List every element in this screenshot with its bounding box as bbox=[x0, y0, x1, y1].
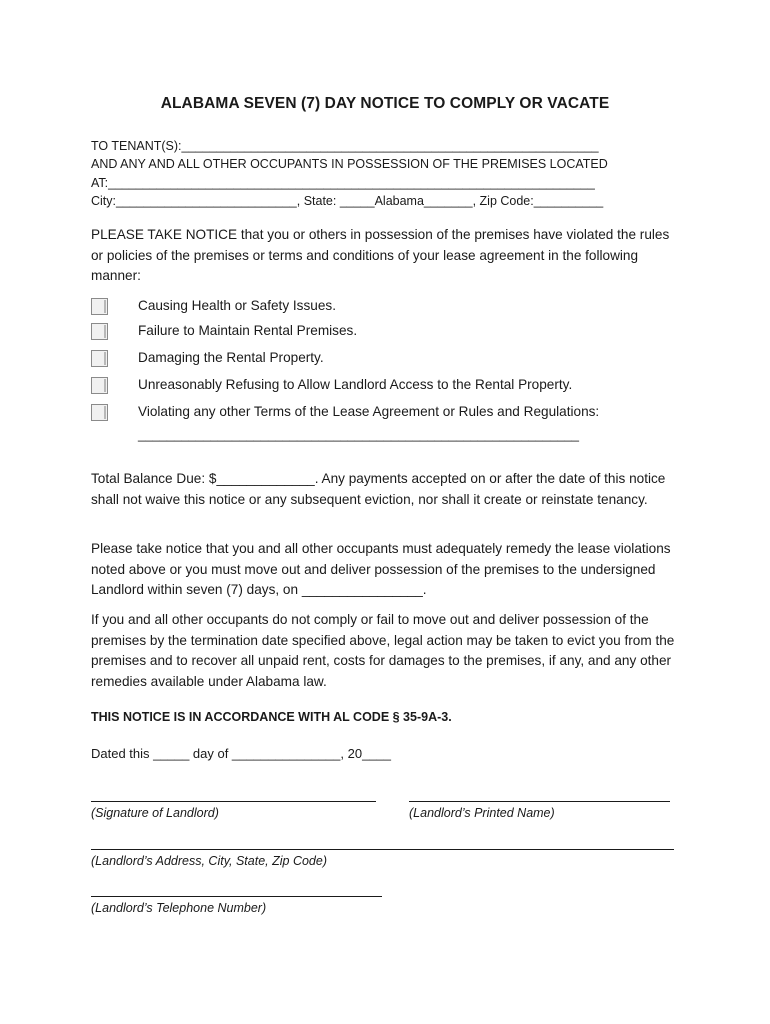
address-signature-line[interactable] bbox=[91, 849, 674, 850]
telephone-line[interactable] bbox=[91, 896, 382, 897]
telephone-label: (Landlord’s Telephone Number) bbox=[91, 901, 267, 915]
violation-label: Failure to Maintain Rental Premises. bbox=[138, 323, 358, 338]
code-statement: THIS NOTICE IS IN ACCORDANCE WITH AL CODE § 35-9A-3. bbox=[91, 710, 452, 724]
violation-label: Causing Health or Safety Issues. bbox=[138, 298, 336, 313]
violation-label: Unreasonably Refusing to Allow Landlord Access to the Rental Property. bbox=[138, 377, 573, 392]
signature-label: (Signature of Landlord) bbox=[91, 806, 219, 820]
address-label: (Landlord’s Address, City, State, Zip Code) bbox=[91, 854, 327, 868]
signature-line[interactable] bbox=[91, 801, 376, 802]
occupants-line: AND ANY AND ALL OTHER OCCUPANTS IN POSSESSION OF THE PREMISES LOCATED bbox=[91, 157, 608, 171]
other-violation-blank[interactable]: _____________________________________________________________ bbox=[138, 427, 580, 442]
checkbox[interactable] bbox=[91, 377, 108, 394]
document-title: ALABAMA SEVEN (7) DAY NOTICE TO COMPLY OR VACATE bbox=[160, 95, 610, 112]
printed-name-line[interactable] bbox=[409, 801, 670, 802]
address-line[interactable]: AT:______________________________________________________________________ bbox=[91, 176, 595, 190]
checkbox[interactable] bbox=[91, 298, 108, 315]
printed-name-label: (Landlord’s Printed Name) bbox=[409, 806, 555, 820]
city-state-zip-line[interactable]: City:__________________________, State: _____Alabama_______, Zip Code:__________ bbox=[91, 194, 604, 208]
checkbox[interactable] bbox=[91, 323, 108, 340]
notice-intro: PLEASE TAKE NOTICE that you or others in possession of the premises have violated the rules or policies of the premises or terms and conditions of your lease agreement in the following manner: bbox=[91, 227, 670, 284]
violation-label: Damaging the Rental Property. bbox=[138, 350, 324, 365]
remedy-paragraph: Please take notice that you and all other occupants must adequately remedy the lease violations noted above or you must move out and deliver possession of the premises to the undersigned Landlord within seven (7) days, on ________________. bbox=[91, 541, 671, 598]
tenant-line[interactable]: TO TENANT(S):____________________________________________________________ bbox=[91, 139, 599, 153]
violation-label: Violating any other Terms of the Lease Agreement or Rules and Regulations: bbox=[138, 404, 600, 419]
balance-paragraph: Total Balance Due: $_____________. Any payments accepted on or after the date of this notice shall not waive this notice or any subsequent eviction, nor shall it create or reinstate tenancy. bbox=[91, 471, 666, 507]
checkbox[interactable] bbox=[91, 350, 108, 367]
legal-paragraph: If you and all other occupants do not comply or fail to move out and deliver possession of the premises by the termination date specified above, legal action may be taken to evict you from the premises and to recover all unpaid rent, costs for damages to the premises, if any, and any other remedies available under Alabama law. bbox=[91, 612, 675, 690]
dated-line[interactable]: Dated this _____ day of _______________, 20____ bbox=[91, 746, 391, 761]
checkbox[interactable] bbox=[91, 404, 108, 421]
